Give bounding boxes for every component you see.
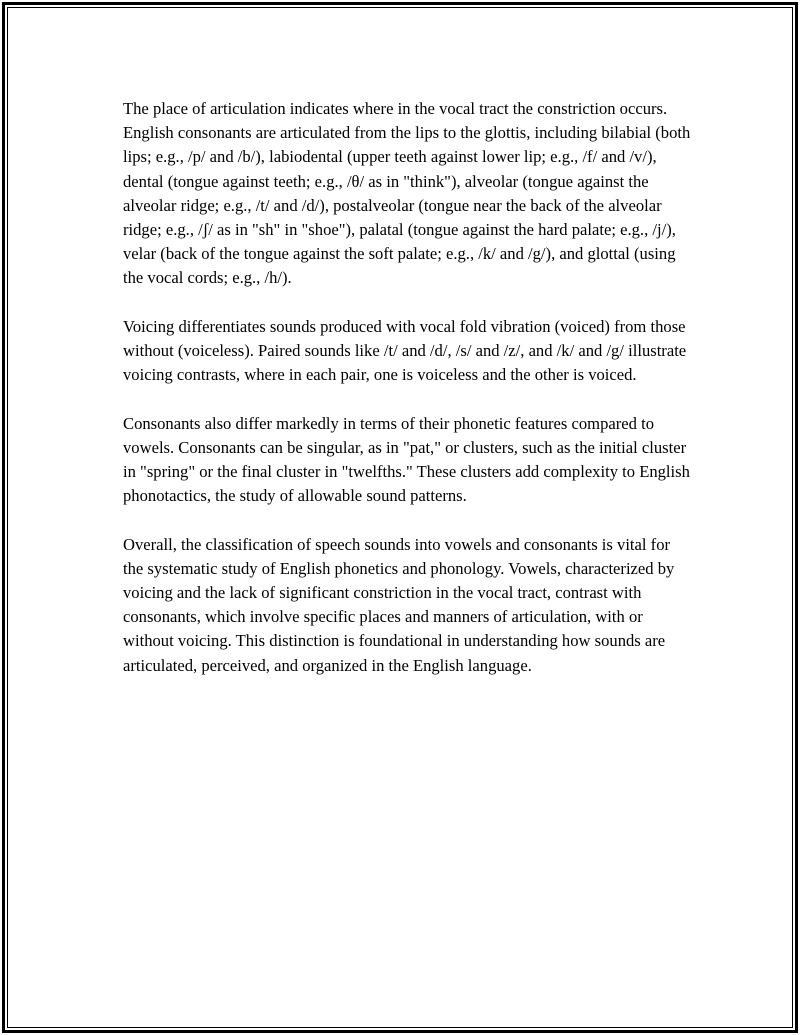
paragraph-consonant-clusters: Consonants also differ markedly in terms of their phonetic features compared to vowels. Consonants can be singular, as in "pat," or clusters, such as the initial cluster in "spring" or the final cluster in "twelfths." These clusters add complexity to English phonotactics, the study of allowable sound patterns. <box>123 413 690 506</box>
paragraph-place-of-articulation: The place of articulation indicates where in the vocal tract the constriction occurs. English consonants are articulated from the lips to the glottis, including bilabial (both lips; e.g., /p/ and /b/), labiodental (upper teeth against lower lip; e.g., /f/ and /v/), dental (tongue against teeth; e.g., /θ/ as in "think"), alveolar (tongue against the alveolar ridge; e.g., /t/ and /d/), postalveolar (tongue near the back of the alveolar ridge; e.g., /ʃ/ as in "sh" in "shoe"), palatal (tongue against the hard palate; e.g., /j/), velar (back of the tongue against the soft palate; e.g., /k/ and /g/), and glottal (using the vocal cords; e.g., /h/). <box>123 99 691 288</box>
page-border <box>2 2 798 1033</box>
paragraph-conclusion: Overall, the classification of speech sounds into vowels and consonants is vital for the systematic study of English phonetics and phonology. Vowels, characterized by voicing and the lack of significant constriction in the vocal tract, contrast with consonants, which involve specific places and manners of articulation, with or without voicing. This distinction is foundational in understanding how sounds are articulated, perceived, and organized in the English language. <box>123 534 675 675</box>
paragraph-voicing: Voicing differentiates sounds produced with vocal fold vibration (voiced) from those without (voiceless). Paired sounds like /t/ and /d/, /s/ and /z/, and /k/ and /g/ illustrate voicing contrasts, where in each pair, one is voiceless and the other is voiced. <box>123 316 687 385</box>
document-body <box>123 97 691 702</box>
